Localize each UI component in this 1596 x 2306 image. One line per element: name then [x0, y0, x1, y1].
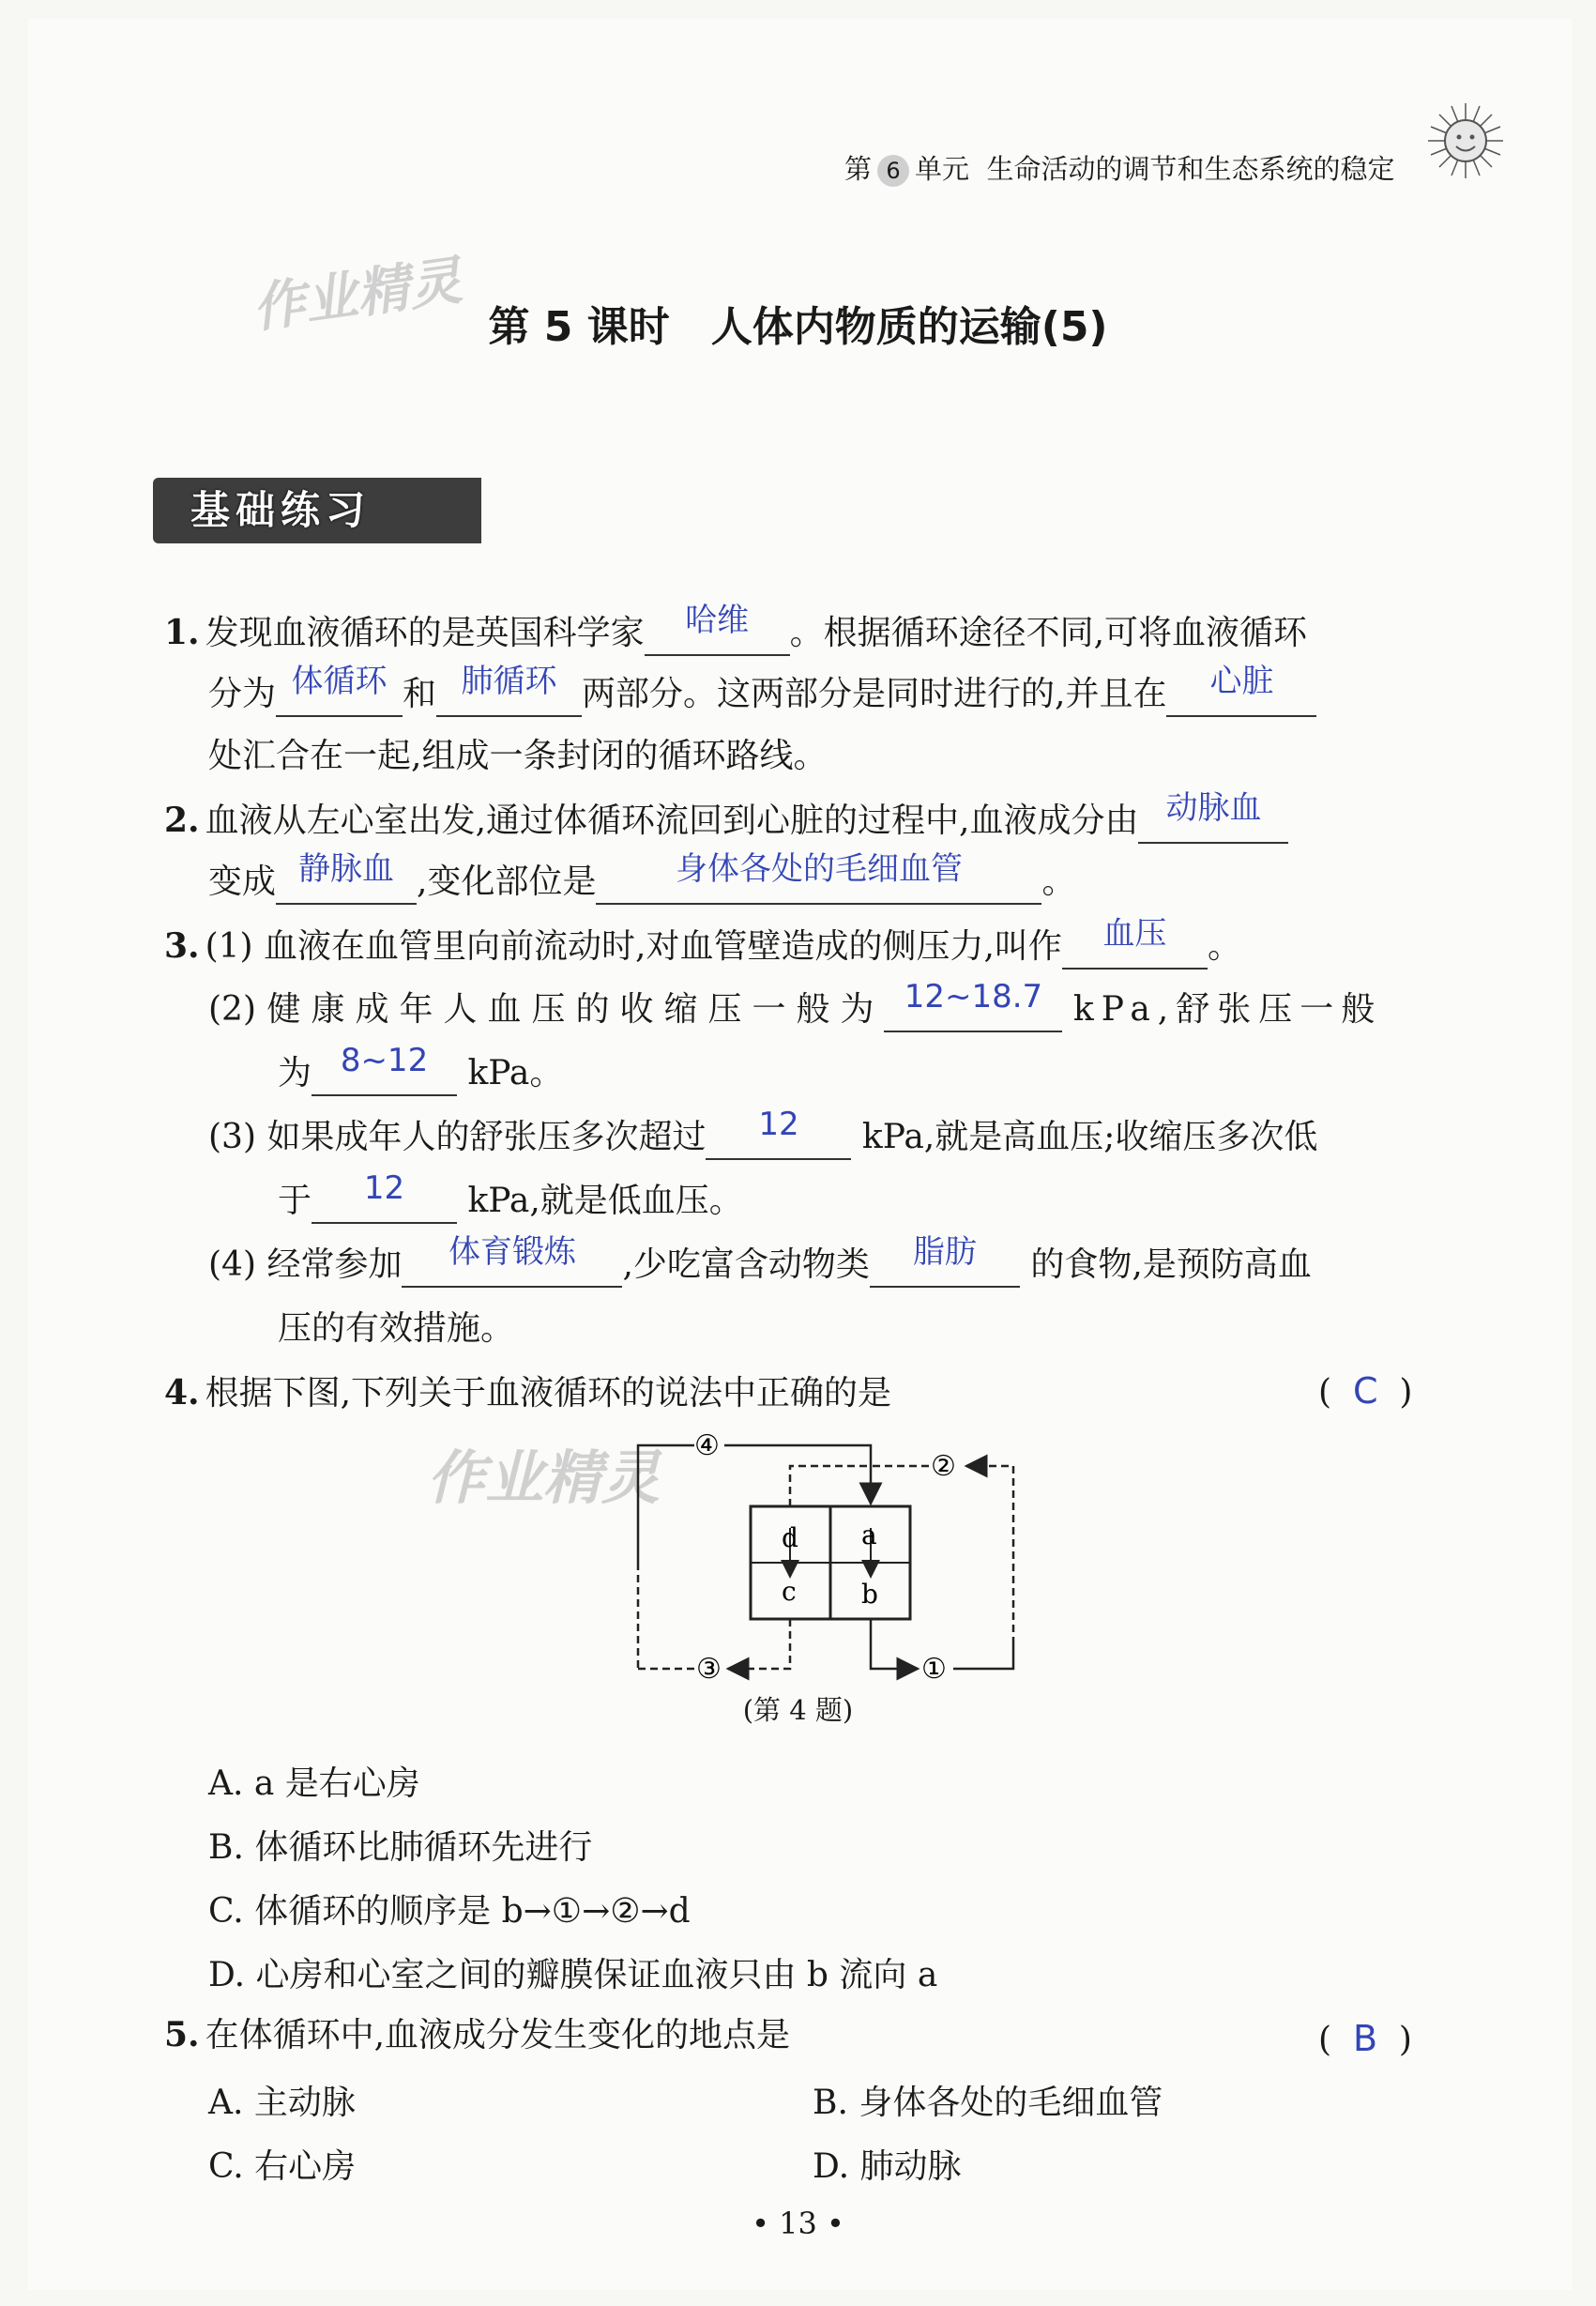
question-2-line-1: [164, 788, 1288, 853]
answer-text: 脂肪: [912, 1233, 977, 1271]
running-header: [844, 148, 1394, 187]
question-4-text: 根据下图,下列关于血液循环的说法中正确的是: [205, 1374, 892, 1413]
question-2-number: 2.: [164, 801, 200, 840]
page-number: • 13 •: [752, 2206, 844, 2241]
answer-text: 血压: [1102, 915, 1167, 953]
question-3-part-1: [164, 914, 1241, 979]
question-1-blank-2: [276, 663, 403, 717]
question-4-option-d: D. 心房和心室之间的瓣膜保证血液只由 b 流向 a: [208, 1956, 938, 1994]
chamber-d: d: [782, 1522, 798, 1553]
figure-caption: (第 4 题): [742, 1694, 854, 1726]
question-3-text: kPa。: [467, 1054, 564, 1092]
section-badge: [153, 466, 481, 543]
vessel-line: [724, 1445, 871, 1504]
answer-text: 哈维: [685, 602, 750, 639]
question-3-text: 经常参加: [266, 1245, 403, 1284]
question-3-part-4-line-2: 压的有效措施。: [278, 1309, 515, 1348]
marker-3: ③: [696, 1653, 722, 1686]
part-label: (4): [208, 1245, 256, 1284]
part-label: (1): [205, 927, 253, 966]
vessel-line: [790, 1466, 871, 1506]
question-3-blank-6: [402, 1233, 622, 1288]
question-1-line-1: [164, 601, 1307, 665]
question-3-number: 3.: [164, 926, 200, 966]
answer-text: B: [1352, 2018, 1378, 2059]
question-5-number: 5.: [164, 2015, 200, 2054]
question-1-blank-1: [645, 602, 790, 656]
vessel-line: [953, 1644, 1013, 1669]
question-3-part-3-line-2: [278, 1169, 743, 1233]
question-5-option-d: D. 肺动脉: [813, 2147, 962, 2186]
vessel-line: [638, 1445, 694, 1563]
question-5-option-b: B. 身体各处的毛细血管: [813, 2084, 1163, 2122]
question-2-text: 。: [1041, 863, 1076, 901]
question-1-number: 1.: [164, 613, 200, 652]
question-2-text: ,变化部位是: [417, 863, 597, 901]
question-3-part-2-line-1: [208, 978, 1382, 1042]
question-1-blank-3: [436, 663, 582, 717]
question-1-text: 发现血液循环的是英国科学家: [205, 614, 645, 652]
question-5-answer-bracket: ( B ): [1318, 2018, 1412, 2059]
chamber-c: c: [782, 1576, 797, 1607]
question-5-text: 在体循环中,血液成分发生变化的地点是: [205, 2016, 791, 2054]
question-1-text: 和: [403, 675, 437, 713]
header-prefix: 第: [844, 153, 873, 185]
lesson-title: 第 5 课时 人体内物质的运输(5): [488, 303, 1108, 351]
question-3-text: 健康成年人血压的收缩压一般为: [266, 990, 885, 1029]
question-2-text: 血液从左心室出发,通过体循环流回到心脏的过程中,血液成分由: [205, 802, 1139, 840]
answer-text: 肺循环: [461, 663, 557, 700]
vessel-line: [871, 1619, 918, 1669]
question-3-blank-4: [706, 1106, 851, 1160]
question-1-text: 。根据循环途径不同,可将血液循环: [789, 614, 1308, 652]
vessel-line: [966, 1466, 1013, 1644]
question-1-blank-4: [1166, 663, 1316, 717]
question-4-option-a: A. a 是右心房: [208, 1764, 420, 1803]
question-5-option-a: A. 主动脉: [208, 2084, 356, 2122]
answer-text: 身体各处的毛细血管: [675, 850, 963, 888]
question-3-text: ,少吃富含动物类: [622, 1245, 870, 1284]
question-3-text: 为: [278, 1054, 312, 1092]
marker-2: ②: [931, 1450, 956, 1483]
question-3-text: kPa,就是低血压。: [467, 1182, 743, 1220]
header-suffix: 单元: [915, 153, 970, 185]
question-4-stem: [164, 1361, 891, 1426]
question-3-blank-7: [870, 1233, 1020, 1288]
chamber-a: a: [861, 1520, 877, 1550]
marker-1: ①: [921, 1653, 947, 1686]
question-3-text: 于: [278, 1182, 312, 1220]
question-2-blank-3: [596, 850, 1041, 905]
question-3-text: kPa,舒张压一般: [1072, 990, 1383, 1029]
answer-text: 12: [758, 1106, 799, 1143]
question-3-text: kPa,就是高血压;收缩压多次低: [861, 1118, 1318, 1156]
chamber-b: b: [861, 1579, 878, 1610]
question-1-text: 两部分。这两部分是同时进行的,并且在: [582, 675, 1167, 713]
question-3-text: 。: [1207, 927, 1241, 966]
question-2-text: 变成: [208, 863, 277, 901]
watermark-top: 作业精灵: [249, 250, 466, 341]
answer-text: 动脉血: [1165, 789, 1262, 827]
question-5-option-c: C. 右心房: [208, 2147, 357, 2186]
section-badge-label: 基础练习: [190, 487, 372, 533]
sun-icon: [1426, 101, 1505, 180]
answer-text: 心脏: [1209, 663, 1274, 700]
answer-text: 体循环: [291, 663, 388, 700]
watermark-middle: 作业精灵: [427, 1443, 661, 1512]
unit-number-badge: 6: [877, 155, 909, 187]
answer-text: 8~12: [340, 1042, 429, 1079]
question-3-part-2-line-2: [278, 1042, 563, 1106]
question-2-blank-2: [276, 850, 417, 905]
question-3-text: 血液在血管里向前流动时,对血管壁造成的侧压力,叫作: [264, 927, 1062, 966]
answer-text: 静脉血: [298, 850, 395, 888]
question-3-part-3-line-1: [208, 1106, 1317, 1169]
question-2-line-2: [208, 850, 1075, 914]
question-4-answer-bracket: ( C ): [1318, 1370, 1413, 1412]
question-3-blank-1: [1062, 915, 1208, 970]
question-1-line-2: [208, 663, 1316, 726]
answer-text: 体育锻炼: [448, 1233, 576, 1271]
part-label: (2): [208, 990, 256, 1029]
answer-text: C: [1352, 1370, 1378, 1412]
marker-4: ④: [694, 1429, 720, 1462]
question-4-option-c: C. 体循环的顺序是 b→①→②→d: [208, 1892, 691, 1931]
question-4-option-b: B. 体循环比肺循环先进行: [208, 1828, 593, 1867]
question-4-number: 4.: [164, 1373, 200, 1413]
question-1-line-3: 处汇合在一起,组成一条封闭的循环路线。: [208, 737, 828, 775]
vessel-line: [728, 1619, 790, 1669]
question-3-part-4-line-1: [208, 1233, 1312, 1297]
header-title: 生命活动的调节和生态系统的稳定: [986, 153, 1395, 185]
question-3-blank-5: [312, 1169, 457, 1224]
question-2-blank-1: [1138, 789, 1288, 844]
question-3-blank-2: [884, 978, 1062, 1032]
question-3-text: 如果成年人的舒张压多次超过: [266, 1118, 707, 1156]
circulation-diagram: [619, 1427, 1032, 1689]
part-label: (3): [208, 1118, 256, 1156]
answer-text: 12: [363, 1169, 405, 1207]
question-5-stem: [164, 2003, 790, 2068]
question-3-text: 的食物,是预防高血: [1030, 1245, 1312, 1284]
question-1-text: 分为: [208, 675, 277, 713]
answer-text: 12~18.7: [904, 978, 1043, 1016]
question-3-blank-3: [312, 1042, 457, 1096]
